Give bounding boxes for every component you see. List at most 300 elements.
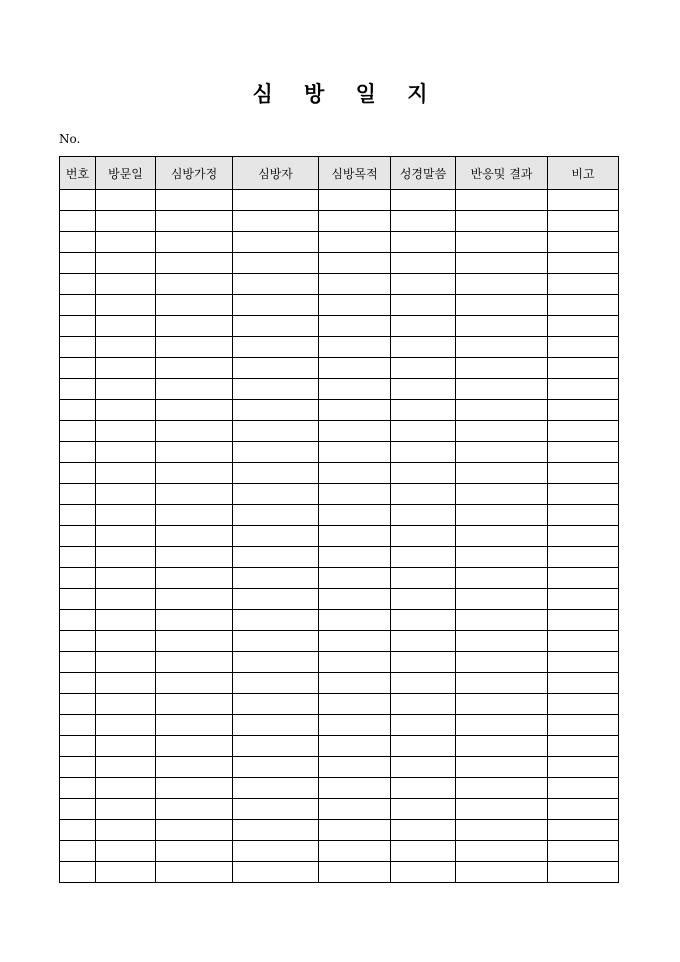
table-cell [391, 190, 456, 211]
table-cell [319, 673, 391, 694]
table-cell [319, 316, 391, 337]
table-cell [60, 841, 96, 862]
table-cell [156, 337, 233, 358]
table-cell [391, 631, 456, 652]
table-cell [391, 547, 456, 568]
table-cell [233, 673, 319, 694]
table-cell [60, 736, 96, 757]
header-remarks: 비고 [548, 157, 619, 190]
table-cell [156, 463, 233, 484]
table-cell [456, 610, 548, 631]
table-cell [319, 862, 391, 883]
table-cell [391, 484, 456, 505]
table-cell [233, 526, 319, 547]
table-cell [233, 400, 319, 421]
table-cell [96, 316, 156, 337]
table-cell [96, 253, 156, 274]
table-row [60, 526, 619, 547]
table-header-row [60, 157, 619, 190]
table-row [60, 568, 619, 589]
table-cell [456, 568, 548, 589]
table-cell [548, 841, 619, 862]
header-visit-purpose: 심방목적 [319, 157, 391, 190]
table-cell [319, 379, 391, 400]
table-cell [60, 337, 96, 358]
table-cell [233, 799, 319, 820]
table-cell [319, 442, 391, 463]
table-cell [391, 274, 456, 295]
table-row [60, 694, 619, 715]
table-cell [456, 379, 548, 400]
table-cell [456, 841, 548, 862]
table-cell [548, 778, 619, 799]
table-cell [456, 526, 548, 547]
table-cell [96, 358, 156, 379]
table-row [60, 505, 619, 526]
table-cell [456, 274, 548, 295]
table-cell [456, 442, 548, 463]
table-row [60, 631, 619, 652]
table-cell [156, 694, 233, 715]
table-cell [156, 799, 233, 820]
table-cell [96, 484, 156, 505]
table-cell [319, 400, 391, 421]
table-cell [96, 820, 156, 841]
table-cell [96, 841, 156, 862]
table-cell [548, 421, 619, 442]
table-cell [156, 715, 233, 736]
table-cell [60, 379, 96, 400]
table-cell [60, 694, 96, 715]
table-cell [456, 799, 548, 820]
table-cell [391, 589, 456, 610]
table-cell [456, 190, 548, 211]
table-cell [233, 589, 319, 610]
table-cell [319, 736, 391, 757]
table-cell [319, 652, 391, 673]
table-row [60, 463, 619, 484]
table-cell [96, 379, 156, 400]
table-cell [60, 526, 96, 547]
table-cell [456, 589, 548, 610]
table-cell [391, 379, 456, 400]
table-cell [548, 358, 619, 379]
table-cell [456, 757, 548, 778]
table-cell [233, 316, 319, 337]
table-cell [60, 610, 96, 631]
table-cell [319, 778, 391, 799]
table-cell [319, 757, 391, 778]
table-cell [319, 715, 391, 736]
table-cell [548, 547, 619, 568]
table-cell [391, 211, 456, 232]
table-cell [96, 337, 156, 358]
table-cell [319, 295, 391, 316]
table-cell [96, 673, 156, 694]
table-cell [96, 631, 156, 652]
table-cell [319, 505, 391, 526]
table-cell [391, 337, 456, 358]
table-row [60, 400, 619, 421]
table-cell [233, 862, 319, 883]
header-number: 번호 [60, 157, 96, 190]
table-row [60, 820, 619, 841]
table-cell [391, 652, 456, 673]
table-cell [60, 862, 96, 883]
table-cell [233, 652, 319, 673]
table-cell [96, 652, 156, 673]
table-row [60, 610, 619, 631]
table-cell [319, 547, 391, 568]
table-cell [548, 442, 619, 463]
table-cell [96, 610, 156, 631]
table-cell [233, 568, 319, 589]
table-cell [319, 841, 391, 862]
table-cell [96, 274, 156, 295]
table-cell [456, 715, 548, 736]
table-cell [60, 358, 96, 379]
table-cell [548, 862, 619, 883]
table-cell [96, 211, 156, 232]
table-row [60, 715, 619, 736]
table-cell [233, 232, 319, 253]
table-cell [548, 211, 619, 232]
table-cell [96, 799, 156, 820]
table-row [60, 232, 619, 253]
table-cell [391, 610, 456, 631]
table-cell [548, 694, 619, 715]
table-cell [548, 715, 619, 736]
table-cell [548, 505, 619, 526]
table-cell [319, 274, 391, 295]
table-cell [456, 694, 548, 715]
table-cell [233, 757, 319, 778]
table-cell [548, 736, 619, 757]
table-cell [60, 190, 96, 211]
header-scripture: 성경말씀 [391, 157, 456, 190]
table-cell [156, 211, 233, 232]
table-cell [456, 820, 548, 841]
table-cell [156, 295, 233, 316]
table-cell [96, 568, 156, 589]
table-row [60, 358, 619, 379]
table-row [60, 211, 619, 232]
table-row [60, 673, 619, 694]
table-cell [60, 463, 96, 484]
table-cell [156, 232, 233, 253]
table-cell [60, 589, 96, 610]
table-cell [60, 757, 96, 778]
table-cell [156, 736, 233, 757]
table-cell [319, 631, 391, 652]
table-row [60, 190, 619, 211]
table-cell [456, 673, 548, 694]
table-cell [60, 316, 96, 337]
table-cell [96, 421, 156, 442]
table-row [60, 862, 619, 883]
table-cell [156, 358, 233, 379]
table-cell [96, 862, 156, 883]
table-cell [156, 631, 233, 652]
table-cell [319, 337, 391, 358]
table-cell [156, 190, 233, 211]
table-cell [391, 442, 456, 463]
table-cell [60, 568, 96, 589]
table-cell [233, 253, 319, 274]
table-cell [548, 253, 619, 274]
table-cell [548, 337, 619, 358]
table-cell [96, 778, 156, 799]
table-cell [319, 253, 391, 274]
table-cell [548, 820, 619, 841]
table-cell [456, 547, 548, 568]
table-row [60, 547, 619, 568]
table-cell [456, 421, 548, 442]
table-row [60, 337, 619, 358]
table-cell [456, 652, 548, 673]
table-cell [60, 673, 96, 694]
table-cell [391, 799, 456, 820]
table-cell [156, 526, 233, 547]
table-cell [233, 736, 319, 757]
table-cell [548, 631, 619, 652]
table-cell [548, 274, 619, 295]
table-cell [156, 589, 233, 610]
table-cell [156, 568, 233, 589]
table-cell [548, 652, 619, 673]
table-row [60, 421, 619, 442]
table-cell [156, 610, 233, 631]
table-cell [60, 715, 96, 736]
table-cell [456, 778, 548, 799]
table-cell [233, 841, 319, 862]
table-cell [60, 274, 96, 295]
table-cell [319, 484, 391, 505]
table-cell [391, 757, 456, 778]
table-cell [391, 400, 456, 421]
table-cell [391, 715, 456, 736]
table-cell [456, 232, 548, 253]
table-cell [156, 652, 233, 673]
table-cell [156, 547, 233, 568]
table-cell [96, 589, 156, 610]
table-body [60, 190, 619, 883]
table-cell [319, 820, 391, 841]
table-cell [96, 694, 156, 715]
table-cell [548, 400, 619, 421]
table-cell [548, 484, 619, 505]
table-cell [156, 820, 233, 841]
document-title: 심 방 일 지 [252, 81, 440, 106]
table-cell [60, 631, 96, 652]
table-cell [456, 295, 548, 316]
table-cell [391, 862, 456, 883]
table-cell [233, 715, 319, 736]
table-cell [233, 610, 319, 631]
table-cell [319, 568, 391, 589]
table-cell [156, 505, 233, 526]
table-cell [233, 379, 319, 400]
table-cell [60, 505, 96, 526]
table-cell [233, 505, 319, 526]
table-cell [456, 316, 548, 337]
table-cell [319, 589, 391, 610]
table-cell [156, 379, 233, 400]
table-cell [96, 505, 156, 526]
table-cell [60, 652, 96, 673]
table-cell [156, 274, 233, 295]
table-cell [60, 442, 96, 463]
header-visited-family: 심방가정 [156, 157, 233, 190]
table-cell [233, 211, 319, 232]
table-cell [548, 526, 619, 547]
table-cell [233, 463, 319, 484]
table-cell [233, 778, 319, 799]
table-row [60, 778, 619, 799]
table-cell [96, 526, 156, 547]
table-cell [548, 232, 619, 253]
table-cell [456, 631, 548, 652]
table-row [60, 841, 619, 862]
table-cell [233, 274, 319, 295]
table-cell [319, 526, 391, 547]
table-row [60, 484, 619, 505]
table-cell [96, 295, 156, 316]
table-row [60, 589, 619, 610]
table-cell [156, 421, 233, 442]
table-cell [60, 799, 96, 820]
table-cell [233, 337, 319, 358]
table-cell [391, 232, 456, 253]
table-cell [548, 463, 619, 484]
document-number-label: No. [59, 132, 81, 146]
table-cell [60, 400, 96, 421]
table-cell [391, 253, 456, 274]
table-cell [156, 316, 233, 337]
table-cell [548, 799, 619, 820]
table-cell [391, 463, 456, 484]
table-cell [156, 442, 233, 463]
table-cell [156, 253, 233, 274]
table-cell [96, 757, 156, 778]
table-cell [391, 694, 456, 715]
table-cell [391, 568, 456, 589]
table-cell [96, 190, 156, 211]
table-cell [96, 463, 156, 484]
table-cell [456, 505, 548, 526]
table-row [60, 757, 619, 778]
table-cell [233, 547, 319, 568]
table-cell [96, 442, 156, 463]
table-cell [233, 820, 319, 841]
table-cell [319, 211, 391, 232]
table-cell [456, 337, 548, 358]
table-cell [319, 190, 391, 211]
table-cell [96, 400, 156, 421]
table-cell [391, 841, 456, 862]
table-cell [391, 736, 456, 757]
table-cell [548, 673, 619, 694]
table-row [60, 253, 619, 274]
table-cell [233, 631, 319, 652]
table-cell [456, 736, 548, 757]
table-cell [60, 421, 96, 442]
table-cell [60, 232, 96, 253]
table-cell [96, 736, 156, 757]
table-cell [233, 484, 319, 505]
table-cell [96, 232, 156, 253]
table-cell [456, 253, 548, 274]
table-cell [548, 589, 619, 610]
table-cell [391, 526, 456, 547]
table-cell [548, 316, 619, 337]
table-row [60, 799, 619, 820]
table-cell [391, 778, 456, 799]
table-cell [60, 778, 96, 799]
table-row [60, 379, 619, 400]
table-cell [548, 295, 619, 316]
table-cell [156, 400, 233, 421]
table-row [60, 316, 619, 337]
table-cell [319, 421, 391, 442]
table-cell [233, 442, 319, 463]
table-cell [156, 673, 233, 694]
table-cell [456, 211, 548, 232]
table-row [60, 652, 619, 673]
table-cell [391, 820, 456, 841]
table-cell [319, 232, 391, 253]
table-cell [156, 778, 233, 799]
table-cell [156, 484, 233, 505]
table-cell [391, 421, 456, 442]
table-cell [391, 505, 456, 526]
table-cell [456, 484, 548, 505]
visitation-log-table [59, 156, 619, 883]
table-cell [319, 358, 391, 379]
table-cell [391, 295, 456, 316]
table-cell [319, 610, 391, 631]
table-cell [233, 694, 319, 715]
table-cell [96, 715, 156, 736]
table-cell [319, 799, 391, 820]
table-cell [156, 757, 233, 778]
table-cell [233, 295, 319, 316]
table-cell [548, 610, 619, 631]
table-cell [60, 295, 96, 316]
table-cell [548, 190, 619, 211]
table-row [60, 274, 619, 295]
table-cell [60, 484, 96, 505]
table-cell [233, 190, 319, 211]
table-cell [319, 694, 391, 715]
table-cell [156, 841, 233, 862]
header-visit-date: 방문일 [96, 157, 156, 190]
header-response-result: 반응및 결과 [456, 157, 548, 190]
table-cell [456, 400, 548, 421]
table-cell [548, 568, 619, 589]
table-cell [391, 358, 456, 379]
table-row [60, 442, 619, 463]
table-cell [548, 379, 619, 400]
table-cell [391, 316, 456, 337]
table-cell [548, 757, 619, 778]
table-cell [60, 253, 96, 274]
table-cell [156, 862, 233, 883]
table-cell [456, 862, 548, 883]
table-cell [233, 421, 319, 442]
table-cell [60, 211, 96, 232]
table-cell [233, 358, 319, 379]
